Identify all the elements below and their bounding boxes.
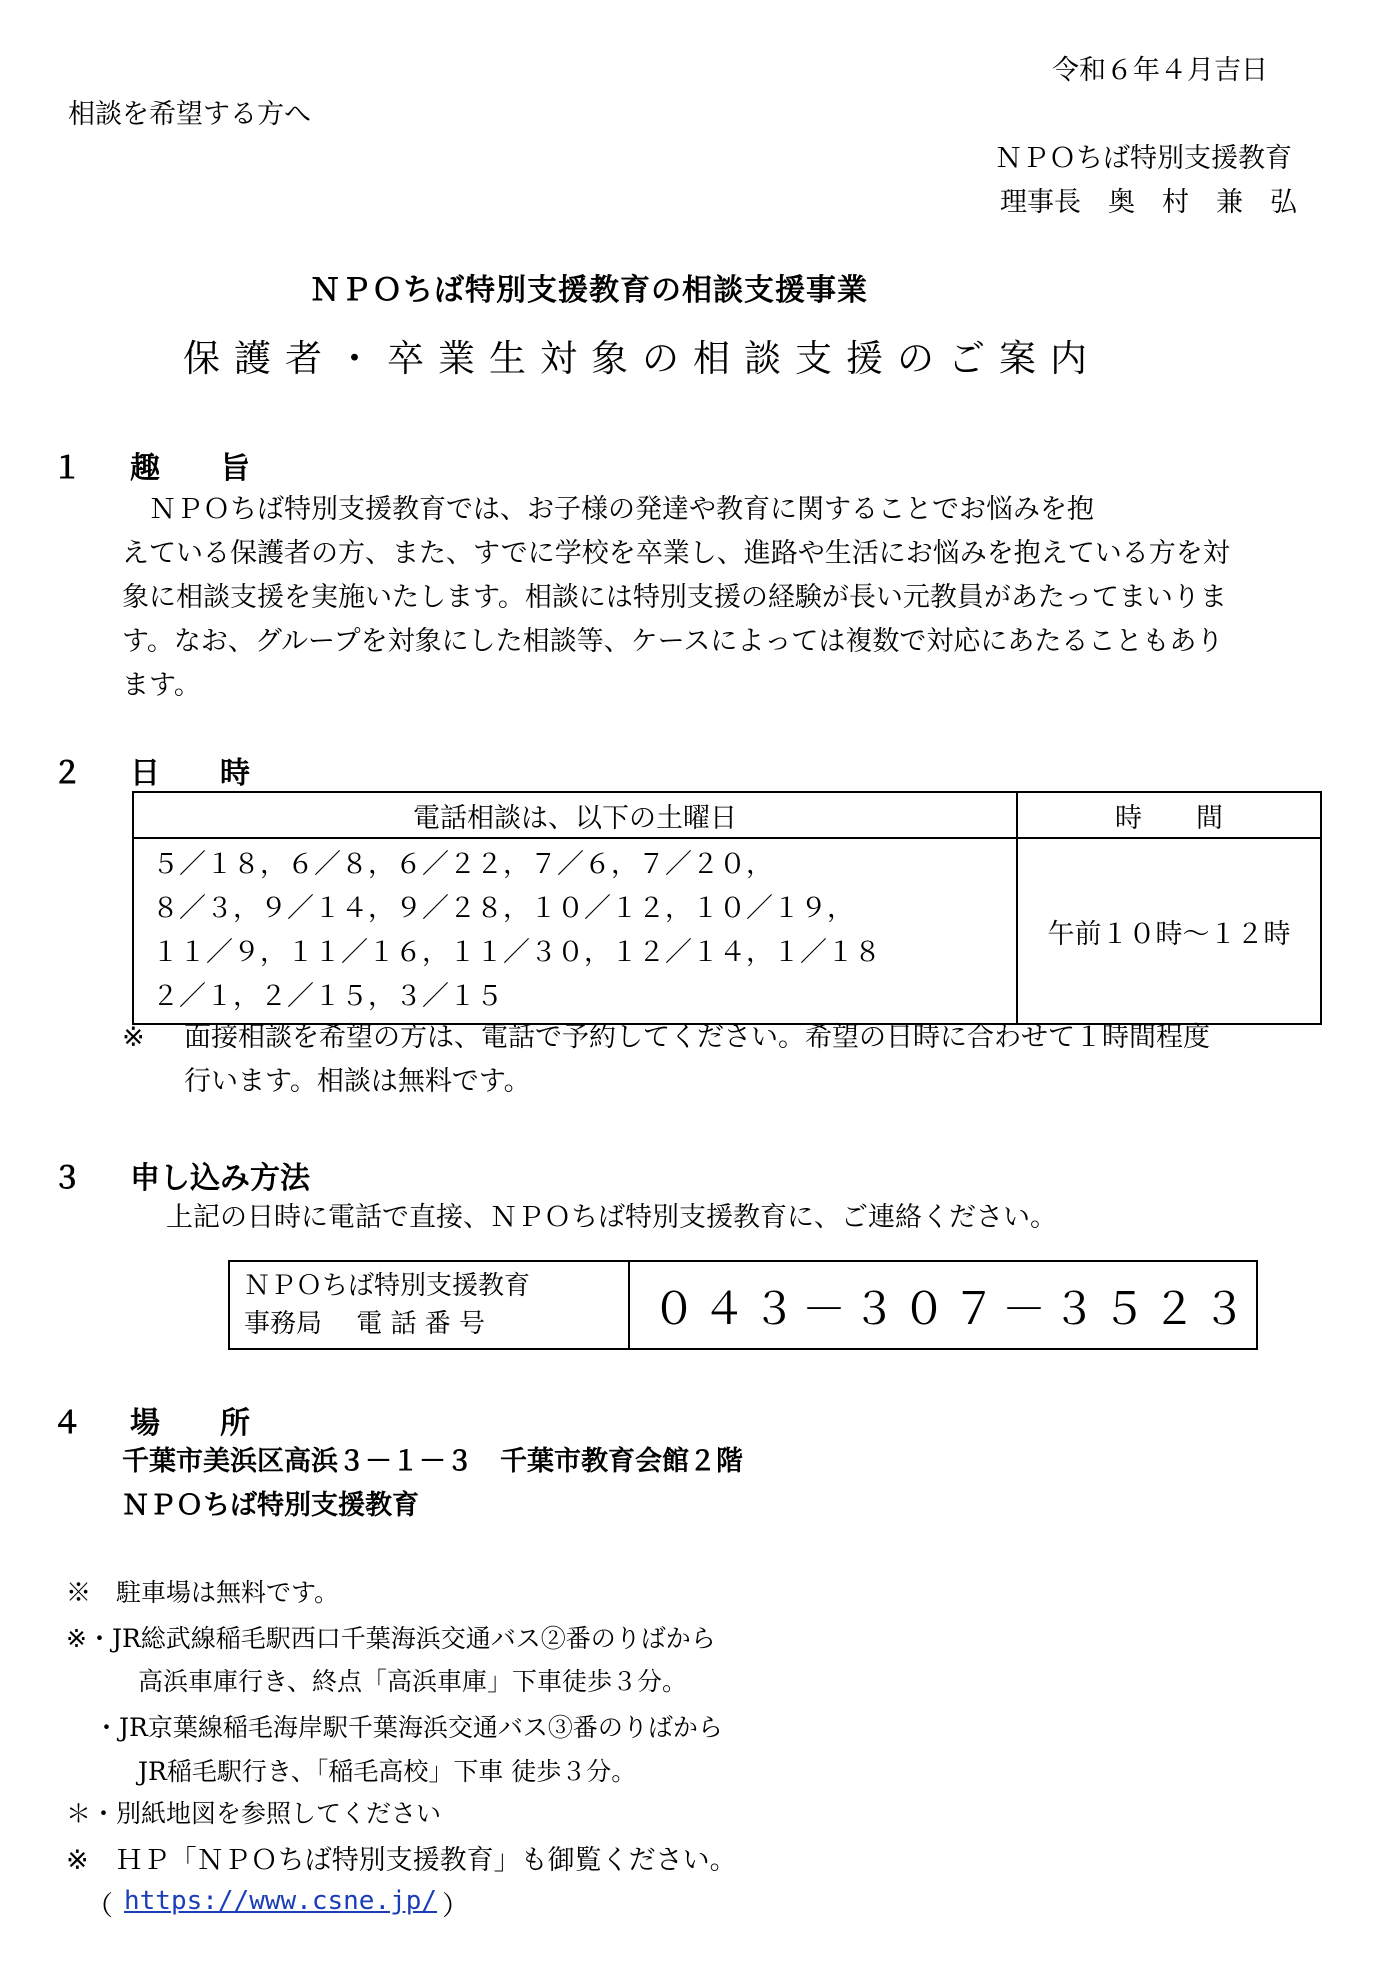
document-title: ＮＰＯちば特別支援教育の相談支援事業	[310, 273, 868, 308]
route-1-line-1: ※・JR総武線稲毛駅西口千葉海浜交通バス②番のりばから	[66, 1624, 716, 1653]
schedule-dates	[133, 838, 1017, 1024]
contact-office: 事務局 電 話 番 号	[244, 1309, 486, 1339]
parking-note: ※ 駐車場は無料です。	[66, 1578, 340, 1607]
date-line: ５／１８，６／８，６／２２，７／６，７／２０，	[152, 849, 773, 880]
issue-date: 令和６年４月吉日	[1052, 55, 1268, 86]
interview-note	[184, 1016, 1210, 1104]
document-subtitle: 保護者・卒業生対象の相談支援のご案内	[183, 337, 1101, 380]
schedule-time: 午前１０時～１２時	[1017, 838, 1321, 1024]
intro-line: 象に相談支援を実施いたします。相談には特別支援の経験が長い元教員があたってまいりま	[122, 582, 1227, 613]
intro-line: ます。	[122, 670, 201, 701]
route-2-line-1: ・JR京葉線稲毛海岸駅千葉海浜交通バス③番のりばから	[94, 1713, 723, 1742]
date-line: ８／３，９／１４，９／２８，１０／１２，１０／１９，	[152, 893, 854, 924]
homepage-note: ※ ＨＰ「ＮＰＯちば特別支援教育」も御覧ください。	[66, 1845, 737, 1876]
date-line: ２／１，２／１５，３／１５	[152, 981, 503, 1012]
contact-box	[228, 1260, 1258, 1350]
section-1-body	[122, 488, 1322, 708]
map-note: ＊・別紙地図を参照してください	[66, 1799, 442, 1828]
date-line: １１／９，１１／１６，１１／３０，１２／１４，１／１８	[152, 937, 881, 968]
paren-close: ）	[442, 1891, 469, 1922]
venue-address: 千葉市美浜区高浜３－１－３ 千葉市教育会館２階	[122, 1446, 743, 1477]
note-mark: ※	[122, 1022, 145, 1053]
intro-line: す。なお、グループを対象にした相談等、ケースによっては複数で対応にあたることもあり	[122, 626, 1224, 657]
note-line: 面接相談を希望の方は、電話で予約してください。希望の日時に合わせて１時間程度	[184, 1022, 1210, 1053]
schedule-header-dates: 電話相談は、以下の土曜日	[133, 792, 1017, 838]
contact-org: ＮＰＯちば特別支援教育	[244, 1271, 531, 1301]
schedule-header-time: 時 間	[1017, 792, 1321, 838]
intro-line: えている保護者の方、また、すでに学校を卒業し、進路や生活にお悩みを抱えている方を対	[122, 538, 1230, 569]
schedule-table	[132, 791, 1322, 1025]
contact-label	[229, 1261, 629, 1349]
application-text: 上記の日時に電話で直接、ＮＰＯちば特別支援教育に、ご連絡ください。	[166, 1202, 1057, 1233]
note-line: 行います。相談は無料です。	[184, 1066, 531, 1097]
section-4-number: ４	[52, 1406, 82, 1441]
sender-chair: 理事長 奥 村 兼 弘	[1000, 187, 1297, 218]
section-4-heading: 場 所	[130, 1406, 250, 1441]
section-2-heading: 日 時	[130, 756, 250, 791]
venue-organization: ＮＰＯちば特別支援教育	[122, 1490, 419, 1521]
section-3-number: ３	[52, 1161, 82, 1196]
intro-line: ＮＰＯちば特別支援教育では、お子様の発達や教育に関することでお悩みを抱	[122, 494, 1094, 525]
paren-open: （	[86, 1891, 113, 1922]
addressee: 相談を希望する方へ	[68, 99, 311, 130]
homepage-link[interactable]: https://www.csne.jp/	[124, 1886, 438, 1916]
section-1-heading: 趣 旨	[130, 451, 250, 486]
section-3-heading: 申し込み方法	[130, 1161, 310, 1196]
phone-number: ０４３－３０７－３５２３	[629, 1261, 1257, 1349]
route-1-line-2: 高浜車庫行き、終点「高浜車庫」下車徒歩３分。	[138, 1667, 688, 1696]
route-2-line-2: JR稲毛駅行き、「稲毛高校」下車 徒歩３分。	[138, 1757, 637, 1786]
sender-organization: ＮＰＯちば特別支援教育	[995, 143, 1292, 174]
section-1-number: １	[52, 451, 82, 486]
section-2-number: ２	[52, 756, 82, 791]
